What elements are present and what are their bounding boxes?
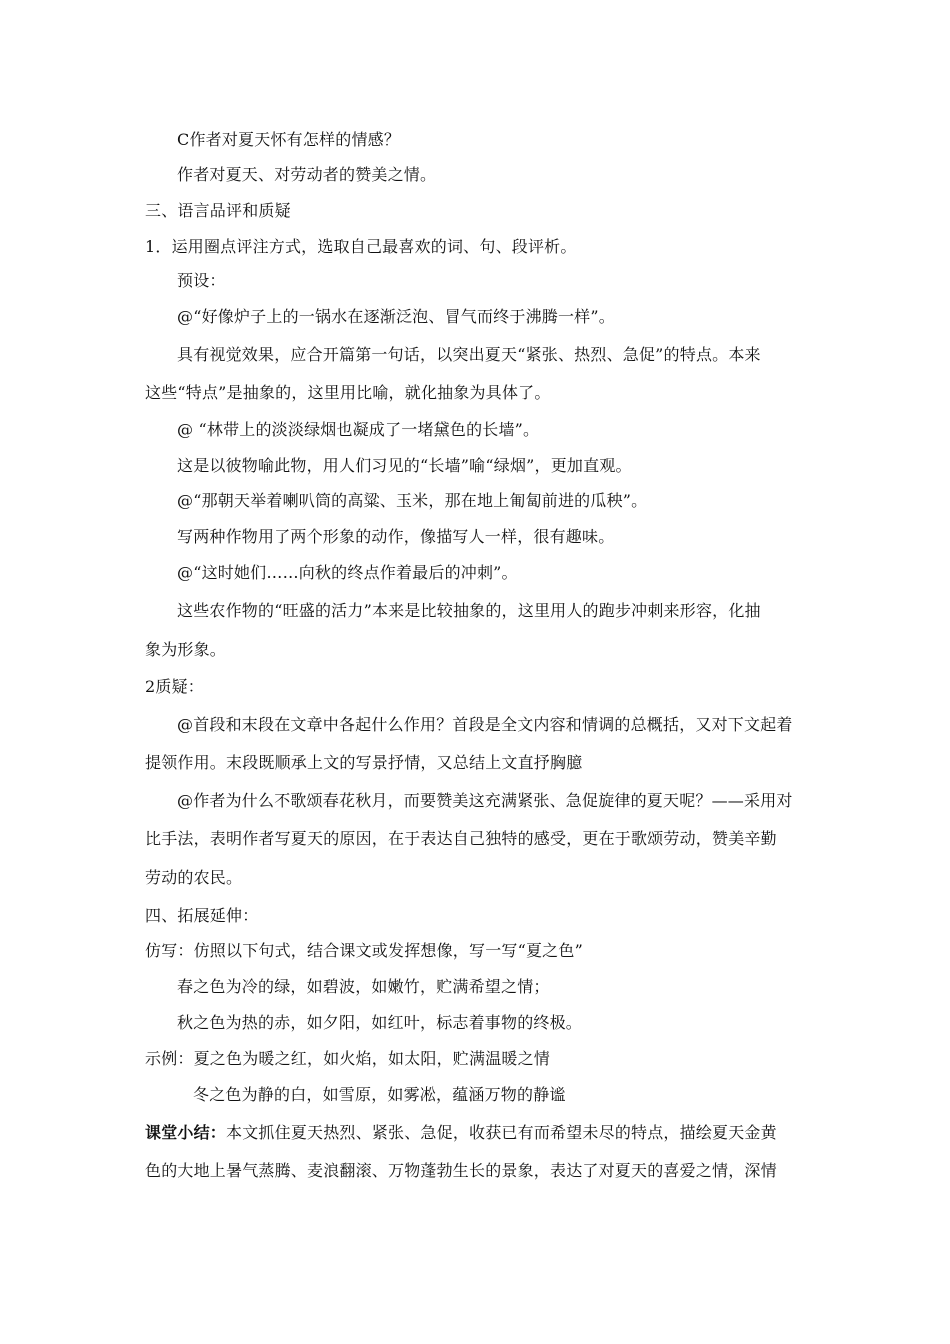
quote-3: @“那朝天举着喇叭筒的高粱、玉米，那在地上匍匐前进的瓜秧”。 [177, 491, 648, 510]
analysis-3: 写两种作物用了两个形象的动作，像描写人一样，很有趣味。 [177, 527, 615, 546]
summary-label: 课堂小结： [145, 1123, 227, 1142]
example-winter: 冬之色为静的白，如雪原，如雾凇，蕴涵万物的静谧 [193, 1085, 566, 1104]
analysis-4-line-1: 这些农作物的“旺盛的活力”本来是比较抽象的，这里用人的跑步冲刺来形容，化抽 [177, 601, 761, 620]
task-1: 1．运用圈点评注方式，选取自己最喜欢的词、句、段评析。 [145, 237, 577, 256]
summary-line-1 [145, 1123, 777, 1143]
question-heading: 2质疑： [145, 677, 204, 696]
analysis-1-line-2: 这些“特点”是抽象的，这里用比喻，就化抽象为具体了。 [145, 383, 551, 402]
analysis-2: 这是以彼物喻此物，用人们习见的“长墙”喻“绿烟”，更加直观。 [177, 456, 632, 475]
doubt-2-line-1: @作者为什么不歌颂春花秋月，而要赞美这充满紧张、急促旋律的夏天呢？——采用对 [177, 791, 793, 810]
doubt-1-line-2: 提领作用。末段既顺承上文的写景抒情，又总结上文直抒胸臆 [145, 753, 583, 772]
section-heading-3: 三、语言品评和质疑 [145, 201, 291, 220]
question-c: C作者对夏天怀有怎样的情感？ [177, 130, 401, 149]
section-heading-4: 四、拓展延伸： [145, 906, 259, 925]
analysis-1-line-1: 具有视觉效果，应合开篇第一句话，以突出夏天“紧张、热烈、急促”的特点。本来 [177, 345, 761, 364]
example-summer: 示例：夏之色为暖之红，如火焰，如太阳，贮满温暖之情 [145, 1049, 551, 1068]
quote-1: @“好像炉子上的一锅水在逐渐泛泡、冒气而终于沸腾一样”。 [177, 307, 615, 326]
summary-text-1: 本文抓住夏天热烈、紧张、急促，收获已有而希望未尽的特点，描绘夏天金黄 [226, 1123, 777, 1142]
quote-2: @ “林带上的淡淡绿烟也凝成了一堵黛色的长墙”。 [177, 420, 540, 439]
imitation-task: 仿写：仿照以下句式，结合课文或发挥想像，写一写“夏之色” [145, 941, 583, 960]
doubt-1-line-1: @首段和末段在文章中各起什么作用？首段是全文内容和情调的总概括，又对下文起着 [177, 715, 793, 734]
summary-line-2: 色的大地上暑气蒸腾、麦浪翻滚、万物蓬勃生长的景象，表达了对夏天的喜爱之情，深情 [145, 1161, 777, 1180]
answer-c: 作者对夏天、对劳动者的赞美之情。 [177, 165, 437, 184]
doubt-2-line-2: 比手法，表明作者写夏天的原因，在于表达自己独特的感受，更在于歌颂劳动，赞美辛勤 [145, 829, 777, 848]
doubt-2-line-3: 劳动的农民。 [145, 868, 243, 887]
analysis-4-line-2: 象为形象。 [145, 640, 227, 659]
quote-4: @“这时她们……向秋的终点作着最后的冲刺”。 [177, 563, 518, 582]
model-spring: 春之色为冷的绿，如碧波，如嫩竹，贮满希望之情； [177, 977, 550, 996]
model-autumn: 秋之色为热的赤，如夕阳，如红叶，标志着事物的终极。 [177, 1013, 583, 1032]
preset-label: 预设： [177, 271, 226, 290]
